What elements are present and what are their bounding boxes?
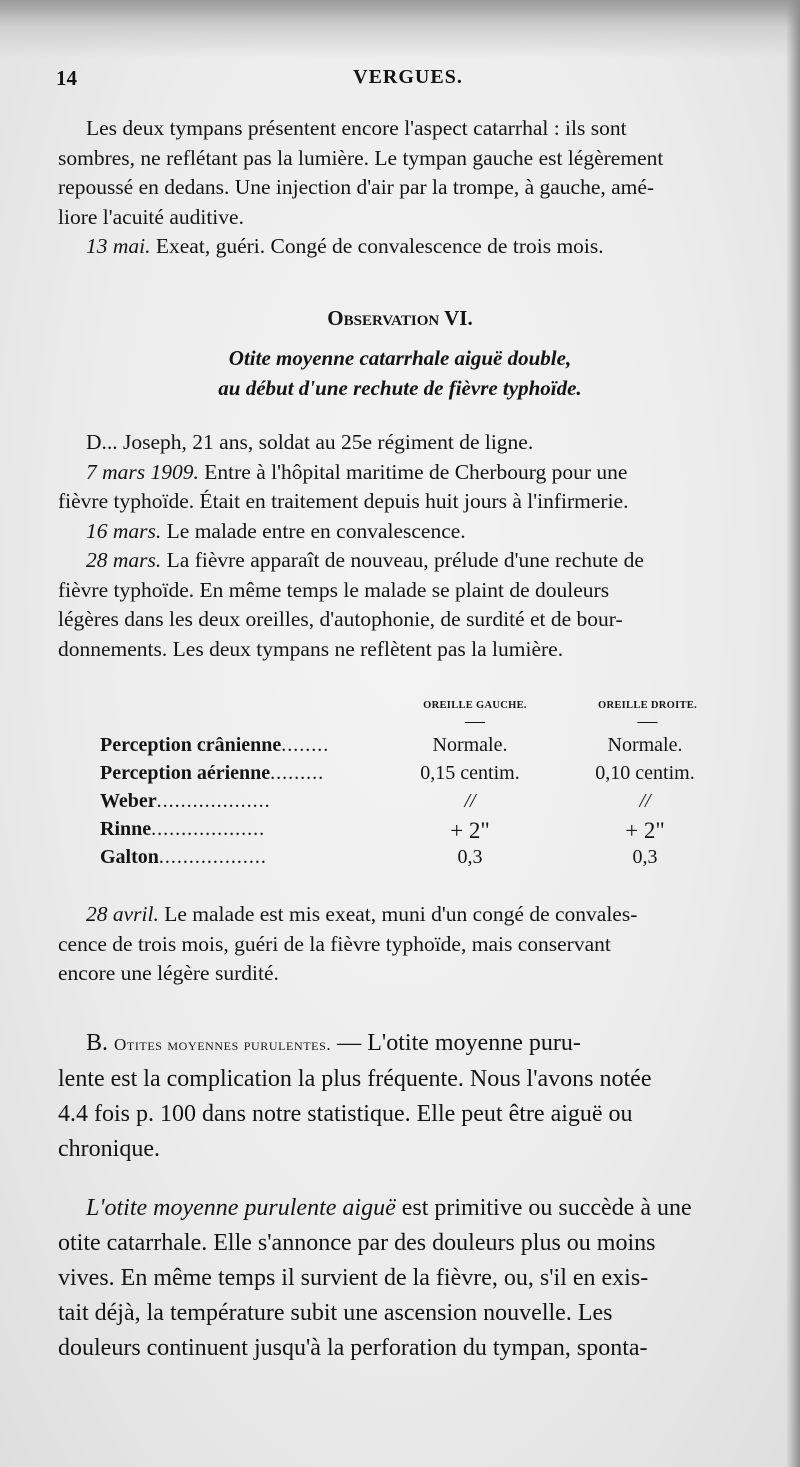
intro-paragraph bbox=[58, 114, 758, 262]
conclusion-text-1: Le malade est mis exeat, muni d'un congé de convales- bbox=[158, 902, 638, 926]
section-b-heading-line bbox=[58, 1026, 758, 1062]
text-13-mai: Exeat, guéri. Congé de convalescence de trois mois. bbox=[150, 234, 604, 258]
subtitle-line-2: au début d'une rechute de fièvre typhoïde. bbox=[218, 376, 582, 400]
leader-dots: .................. bbox=[158, 846, 267, 868]
date-28-avril: 28 avril. bbox=[86, 902, 159, 926]
section-b-text-3: 4.4 fois p. 100 dans notre statistique. Elle peut être aiguë ou bbox=[58, 1101, 633, 1127]
intro-line-1: Les deux tympans présentent encore l'aspect catarrhal : ils sont bbox=[86, 116, 627, 140]
text-28-mars-3: légères dans les deux oreilles, d'autophonie, de surdité et de bour- bbox=[58, 607, 623, 631]
leader-dots: ........ bbox=[281, 734, 330, 756]
case-intro-line: D... Joseph, 21 ans, soldat au 25e régiment de ligne. bbox=[86, 430, 534, 454]
right-ear-value: 0,3 bbox=[632, 846, 658, 868]
intro-line-3: repoussé en dedans. Une injection d'air par la trompe, à gauche, amé- bbox=[58, 175, 655, 199]
section-b-p2-text-3: vives. En même temps il survient de la fièvre, ou, s'il en exis- bbox=[58, 1265, 649, 1291]
row-label bbox=[100, 734, 329, 757]
section-b-label: B. bbox=[86, 1030, 109, 1056]
left-ear-value: + 2" bbox=[450, 818, 490, 843]
page-right-edge bbox=[786, 0, 800, 1467]
date-28-mars: 28 mars. bbox=[86, 548, 162, 572]
page-header bbox=[56, 66, 760, 100]
running-head: VERGUES. bbox=[353, 66, 463, 88]
section-b-p2-text-5: douleurs continuent jusqu'à la perforation du tympan, sponta- bbox=[58, 1335, 648, 1361]
subtitle-line-1: Otite moyenne catarrhale aiguë double, bbox=[228, 346, 572, 370]
date-7-mars: 7 mars 1909. bbox=[86, 459, 199, 484]
intro-line-2: sombres, ne reflétant pas la lumière. Le tympan gauche est légèrement bbox=[58, 145, 664, 170]
entry-28-avril bbox=[58, 900, 758, 930]
leader-dots: ................... bbox=[151, 818, 266, 840]
section-b bbox=[58, 1026, 758, 1366]
page-top-edge bbox=[0, 0, 800, 58]
entry-7-mars bbox=[58, 458, 758, 488]
column-header-right-ear: OREILLE DROITE. bbox=[597, 700, 698, 711]
entry-28-mars bbox=[58, 546, 758, 576]
date-13-mai: 13 mai. bbox=[86, 234, 151, 258]
section-b-text-2: lente est la complication la plus fréquente. Nous l'avons notée bbox=[58, 1066, 652, 1092]
case-narrative bbox=[58, 428, 758, 664]
table-row bbox=[100, 734, 740, 762]
paragraph-spacer bbox=[58, 1167, 758, 1191]
section-b-p2-text-1: est primitive ou succède à une bbox=[395, 1195, 692, 1221]
text-7-mars-1: Entre à l'hôpital maritime de Cherbourg pour une bbox=[198, 459, 628, 484]
column-header-left-ear: OREILLE GAUCHE. bbox=[423, 700, 527, 711]
entry-16-mars bbox=[58, 517, 758, 547]
text-28-mars-4: donnements. Les deux tympans ne reflètent pas la lumière. bbox=[58, 636, 564, 661]
section-b-dash: — bbox=[331, 1030, 368, 1056]
section-b-p2-text-2: otite catarrhale. Elle s'annonce par des douleurs plus ou moins bbox=[58, 1230, 656, 1256]
text-7-mars-2: fièvre typhoïde. Était en traitement depuis huit jours à l'infirmerie. bbox=[58, 489, 629, 513]
table-row bbox=[100, 790, 740, 818]
italic-term: L'otite moyenne purulente aiguë bbox=[86, 1195, 396, 1221]
row-label-text: Rinne bbox=[100, 818, 152, 840]
row-label-text: Perception crânienne bbox=[100, 734, 282, 756]
conclusion-paragraph bbox=[58, 900, 758, 989]
left-ear-value: 0,3 bbox=[457, 846, 483, 868]
conclusion-text-2: cence de trois mois, guéri de la fièvre typhoïde, mais conservant bbox=[58, 931, 611, 956]
row-label-text: Perception aérienne bbox=[100, 762, 271, 784]
column-dash-left: — bbox=[465, 710, 485, 732]
section-b-text-4: chronique. bbox=[58, 1136, 160, 1162]
page-number: 14 bbox=[56, 66, 77, 90]
table-row bbox=[100, 762, 740, 790]
row-label bbox=[100, 762, 324, 785]
text-28-mars-1: La fièvre apparaît de nouveau, prélude d'une rechute de bbox=[161, 548, 644, 572]
conclusion-text-3: encore une légère surdité. bbox=[58, 961, 279, 985]
right-ear-value: // bbox=[639, 790, 651, 812]
left-ear-value: Normale. bbox=[432, 734, 508, 756]
right-ear-value: 0,10 centim. bbox=[595, 762, 695, 784]
date-16-mars: 16 mars. bbox=[86, 518, 162, 543]
row-label bbox=[100, 818, 265, 841]
text-16-mars: Le malade entre en convalescence. bbox=[161, 518, 466, 543]
right-ear-value: + 2" bbox=[625, 818, 665, 843]
observation-number: VI. bbox=[444, 306, 473, 330]
observation-title bbox=[0, 306, 800, 331]
leader-dots: ................... bbox=[156, 790, 271, 812]
intro-line-4: liore l'acuité auditive. bbox=[58, 204, 244, 229]
observation-subtitle bbox=[0, 343, 800, 403]
section-b-text-1: L'otite moyenne puru- bbox=[367, 1030, 581, 1056]
leader-dots: ......... bbox=[270, 762, 325, 784]
left-ear-value: // bbox=[464, 790, 476, 812]
observation-label: Observation bbox=[327, 306, 440, 330]
column-dash-right: — bbox=[637, 710, 658, 732]
right-ear-value: Normale. bbox=[607, 734, 683, 756]
table-row bbox=[100, 818, 740, 846]
row-label-text: Galton bbox=[100, 846, 159, 868]
entry-13-mai bbox=[58, 232, 758, 262]
section-b-p2-text-4: tait déjà, la température subit une ascension nouvelle. Les bbox=[58, 1300, 613, 1326]
section-b-heading: Otites moyennes purulentes. bbox=[114, 1035, 332, 1054]
section-b-p2-line-1 bbox=[58, 1191, 758, 1226]
text-28-mars-2: fièvre typhoïde. En même temps le malade se plaint de douleurs bbox=[58, 577, 610, 602]
row-label bbox=[100, 846, 267, 869]
row-label bbox=[100, 790, 271, 813]
table-row bbox=[100, 846, 740, 874]
left-ear-value: 0,15 centim. bbox=[420, 762, 520, 784]
row-label-text: Weber bbox=[100, 790, 157, 812]
